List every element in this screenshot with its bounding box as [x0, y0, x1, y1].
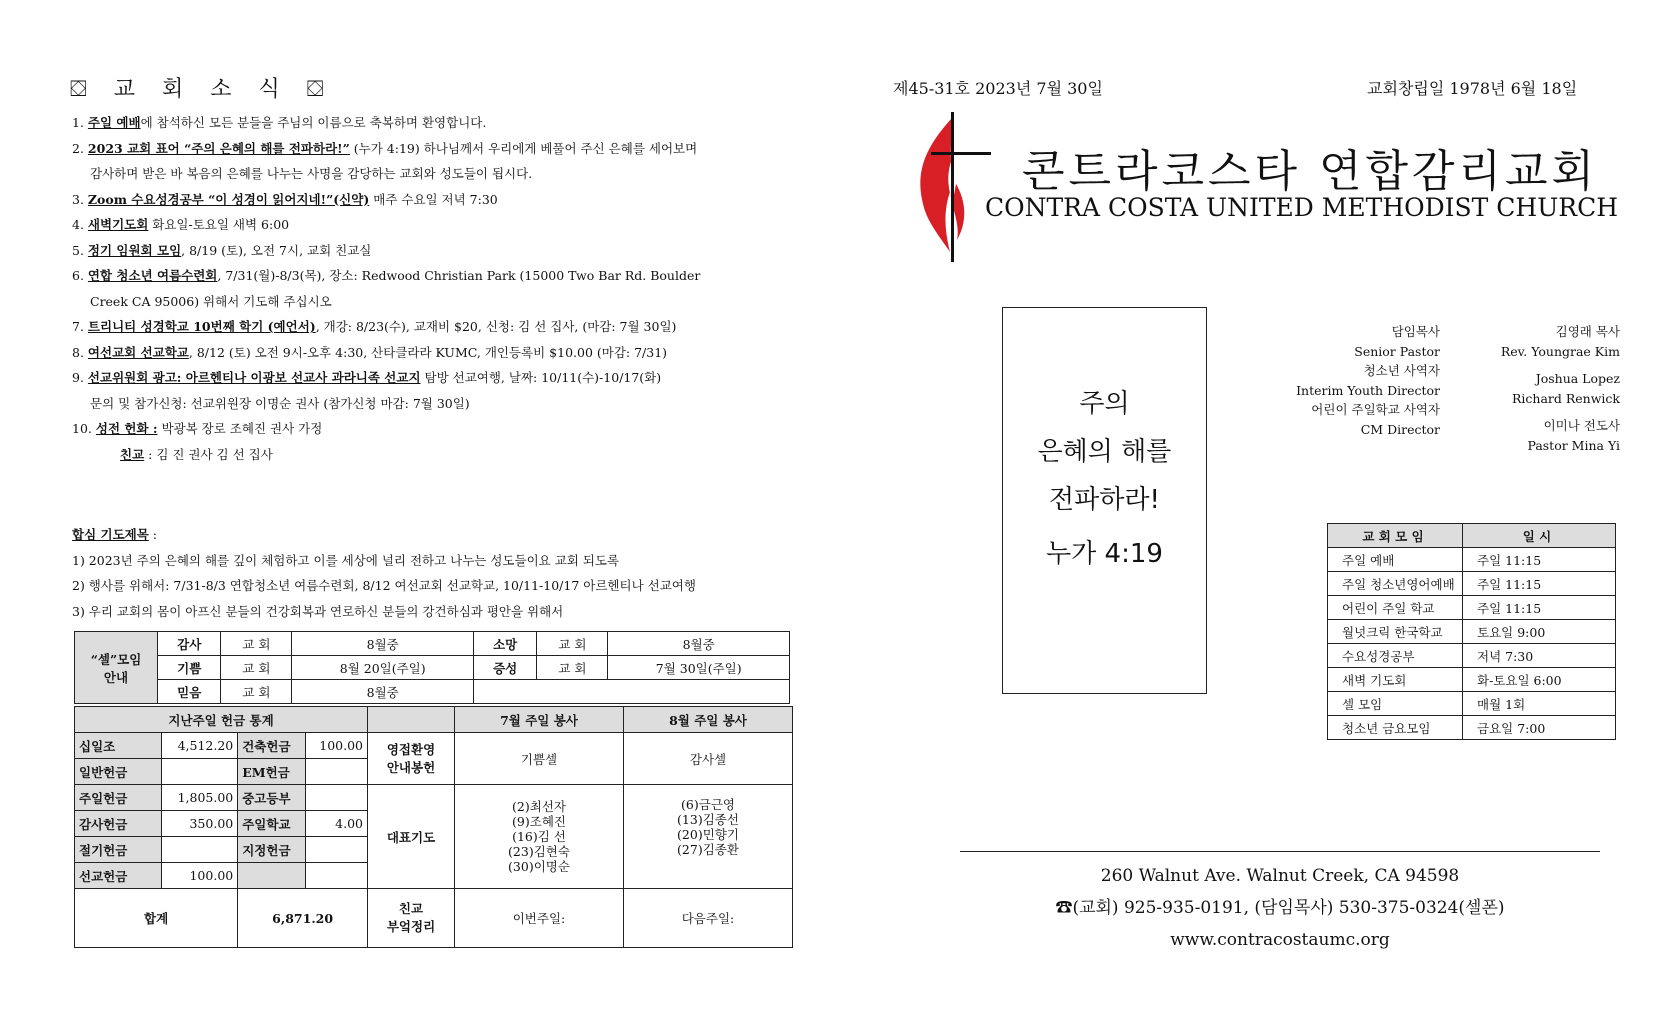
prayer-title: 합심 기도제목 :	[72, 527, 157, 542]
diamond-icon: ⛋	[70, 77, 97, 102]
news-list	[72, 110, 792, 467]
schedule-row: 월넛크릭 한국학교 토요일 9:00	[1328, 620, 1616, 644]
schedule-row: 어린이 주일 학교 주일 11:15	[1328, 596, 1616, 620]
church-name-english: CONTRA COSTA UNITED METHODIST CHURCH	[985, 193, 1619, 222]
news-item: 7. 트리니티 성경학교 10번째 학기 (예언서), 개강: 8/23(수), 교재비 $20, 신청: 김 선 집사, (마감: 7월 30일)	[72, 319, 677, 334]
theme-line: 주의	[1079, 389, 1130, 419]
website-link[interactable]: www.contracostaumc.org	[1170, 930, 1390, 950]
phone: ☎(교회) 925-935-0191, (담임목사) 530-375-0324(셀폰)	[1055, 898, 1505, 918]
schedule-row: 수요성경공부 저녁 7:30	[1328, 644, 1616, 668]
news-item: 4. 새벽기도회 화요일-토요일 새벽 6:00	[72, 217, 290, 232]
news-item: 10. 성전 헌화 : 박광복 장로 조혜진 권사 가정	[72, 421, 323, 436]
founded-date: 교회창립일 1978년 6월 18일	[1367, 79, 1578, 98]
theme-box	[1002, 307, 1207, 694]
prayer-item: 1) 2023년 주의 은혜의 해를 깊이 체험하고 이를 세상에 널리 전하고 나누는 성도들이요 교회 되도록	[72, 552, 620, 568]
news-item: 9. 선교위원회 광고: 아르헨티나 이광보 선교사 과라니족 선교지 탐방 선교여행, 날짜: 10/11(수)-10/17(화)	[72, 370, 662, 385]
news-item: 3. Zoom 수요성경공부 “이 성경이 읽어지네!”(신약) 매주 수요일 저녁 7:30	[72, 191, 498, 207]
theme-line: 은혜의 해를	[1037, 437, 1172, 467]
news-item-continued: 문의 및 참가신청: 선교위원장 이명순 권사 (참가신청 마감: 7월 30일)	[90, 395, 470, 411]
diamond-icon: ⛋	[306, 77, 334, 102]
church-name-korean: 콘트라코스타 연합감리교회	[1022, 146, 1599, 197]
schedule-row: 셀 모임 매월 1회	[1328, 692, 1616, 716]
schedule-row: 주일 청소년영어예배 주일 11:15	[1328, 572, 1616, 596]
contact-block	[960, 860, 1600, 956]
staff-roles: 담임목사 Senior Pastor 청소년 사역자 Interim Youth Director 어린이 주일학교 사역자 CM Director	[1296, 324, 1440, 437]
offering-title: 지난주일 헌금 통계	[75, 707, 368, 733]
schedule-row: 새벽 기도회 화-토요일 6:00	[1328, 668, 1616, 692]
cell-group-label: “셀”모임 안내	[75, 632, 158, 704]
prayer-section	[72, 522, 792, 624]
news-item-continued: 감사하며 받은 바 복음의 은혜를 나누는 사명을 감당하는 교회와 성도들이 됩시다.	[90, 166, 533, 181]
fellowship-line: 친교 : 김 진 권사 김 선 집사	[120, 446, 273, 462]
address: 260 Walnut Ave. Walnut Creek, CA 94598	[1100, 866, 1460, 886]
news-item: 5. 정기 임원회 모임, 8/19 (토), 오전 7시, 교회 친교실	[72, 242, 372, 258]
news-item: 2. 2023 교회 표어 “주의 은혜의 해를 전파하라!” (누가 4:19) 하나님께서 우리에게 베풀어 주신 은혜를 세어보며	[72, 140, 698, 156]
divider	[960, 851, 1600, 852]
news-item: 1. 주일 예배에 참석하신 모든 분들을 주님의 이름으로 축복하며 환영합니다.	[72, 115, 487, 130]
schedule-table: 교 회 모 임 일 시 주일 예배 주일 11:15 주일 청소년영어예배 주일 11:15 어린이 주일 학교 주일 11:15 월넛크릭 한국학교 토요일 9:00 수요성경공부 저녁 7:30 새벽 기도회 화-토요일 6:00 셀 모임 매월 1회 청소년 금요모임 금요일 7:00	[1327, 523, 1616, 740]
news-item-continued: Creek CA 95006) 위해서 기도해 주십시오	[90, 293, 332, 309]
news-title: ⛋ 교 회 소 식 ⛋	[70, 77, 334, 102]
theme-line: 전파하라!	[1049, 485, 1160, 515]
news-item: 8. 여선교회 선교학교, 8/12 (토) 오전 9시-오후 4:30, 산타클라라 KUMC, 개인등록비 $10.00 (마감: 7/31)	[72, 344, 668, 360]
cell-group-table: “셀”모임 안내 감사 교 회 8월중 소망 교 회 8월중 기쁨 교 회 8월 20일(주일) 증성 교 회 7월 30일(주일) 믿음 교 회 8월중	[74, 631, 790, 704]
staff-names: 김영래 목사 Rev. Youngrae Kim Joshua Lopez Richard Renwick 이미나 전도사 Pastor Mina Yi	[1500, 324, 1620, 453]
theme-reference: 누가 4:19	[1046, 539, 1163, 569]
offering-table: 지난주일 헌금 통계 7월 주일 봉사 8월 주일 봉사 십일조 4,512.20 건축헌금 100.00 영접환영 안내봉헌 기쁨셀 감사셀 일반헌금 EM헌금 주일헌금 1,805.00 중고등부 대표기도 (2)최선자 (9)조혜진 (16)김 선 (23)김현숙 (30)이명순 (6)금근영 (13)김종선 (20)민향기 (27)김종환 감사헌금 350.00 주일학교 4.00 절기헌금 지정헌금 선교헌금 100.00 합계 6,871.20 친교 부엌정리 이번주일: 다음주일:	[74, 706, 793, 948]
news-item: 6. 연합 청소년 여름수련회, 7/31(월)-8/3(목), 장소: Redwood Christian Park (15000 Two Bar Rd. Boulder	[72, 268, 701, 283]
issue-number: 제45-31호 2023년 7월 30일	[893, 79, 1103, 98]
schedule-row: 청소년 금요모임 금요일 7:00	[1328, 716, 1616, 740]
cross-flame-logo	[905, 112, 995, 262]
prayer-item: 3) 우리 교회의 몸이 아프신 분들의 건강회복과 연로하신 분들의 강건하심과 평안을 위해서	[72, 603, 564, 619]
total-value: 6,871.20	[238, 889, 368, 948]
schedule-row: 주일 예배 주일 11:15	[1328, 548, 1616, 572]
prayer-item: 2) 행사를 위해서: 7/31-8/3 연합청소년 여름수련회, 8/12 여선교회 선교학교, 10/11-10/17 아르헨티나 선교여행	[72, 578, 696, 593]
total-label: 합계	[75, 889, 238, 948]
